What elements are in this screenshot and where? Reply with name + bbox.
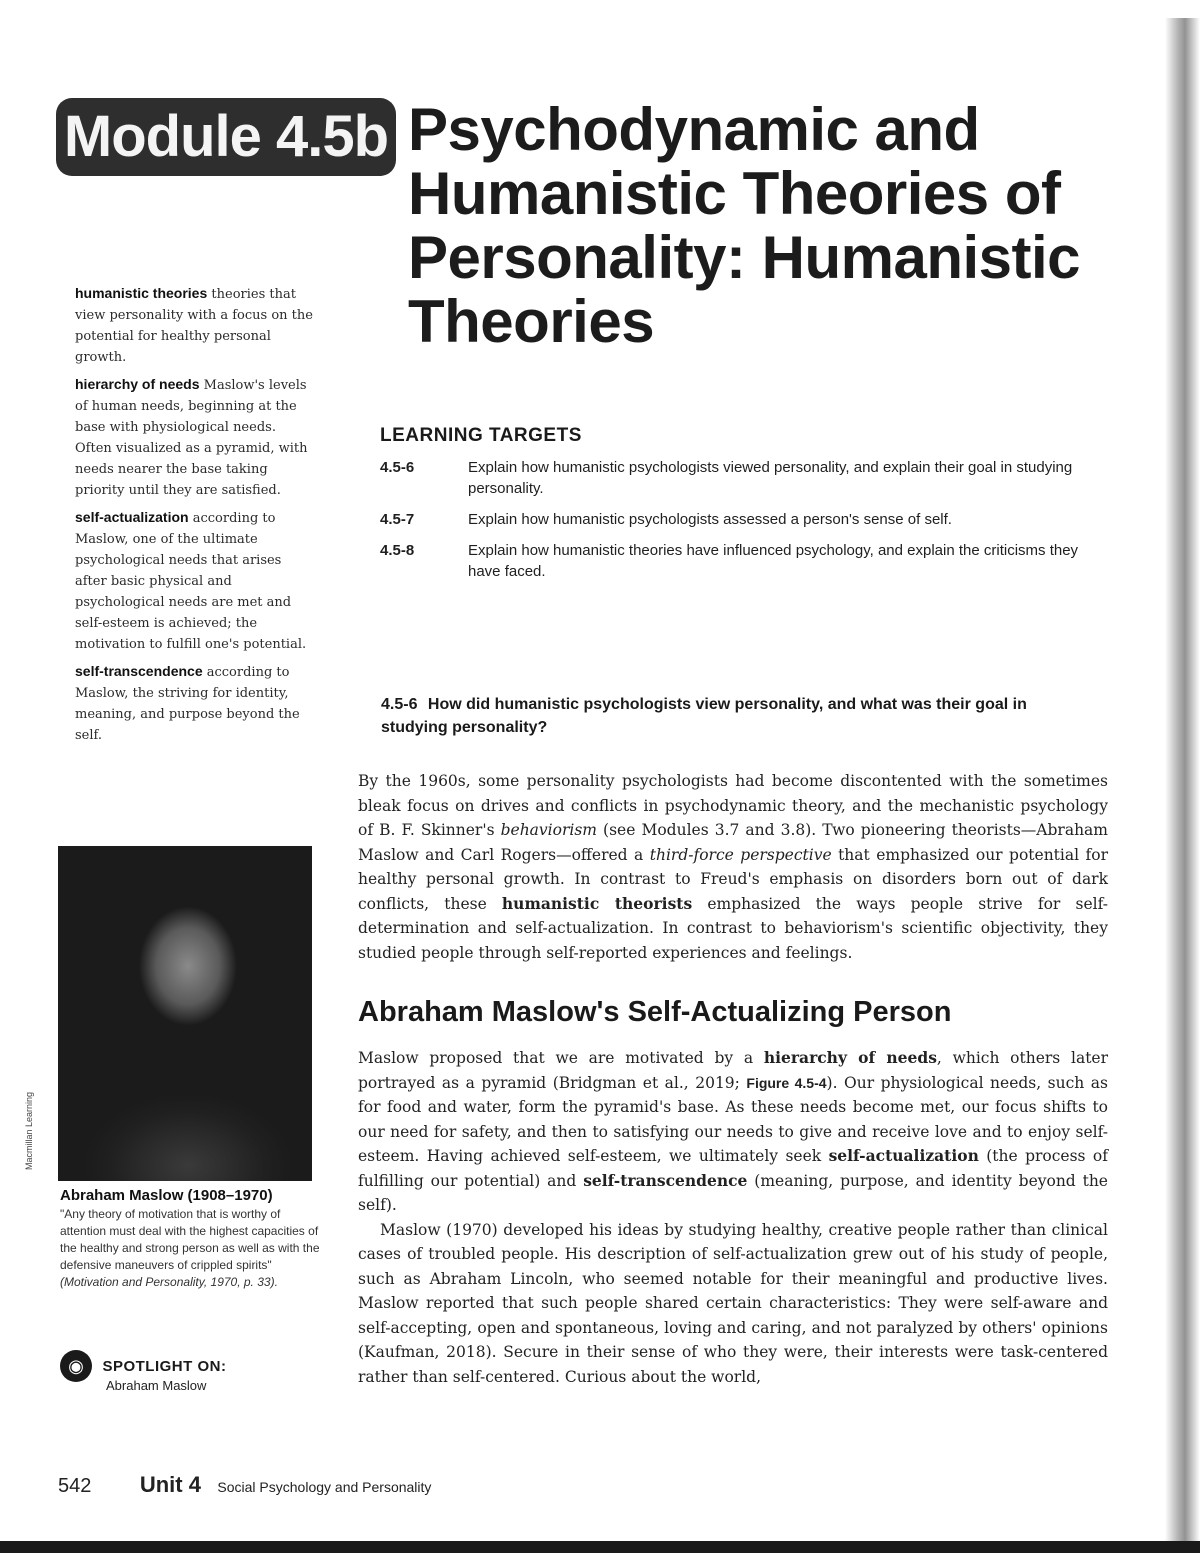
text-run: (see Modules 3.7 and 3.8). Two pioneering theorists—Abraham Maslow and Carl Rogers—offered a (358, 821, 1108, 864)
glossary-definition: Maslow's levels of human needs, beginning at the base with physiological needs. Often visualized as a pyramid, with needs nearer the base taking priority until they are satisfied. (75, 378, 308, 498)
glossary-term: hierarchy of needs (75, 376, 200, 392)
text-run: Maslow proposed that we are motivated by a (358, 1049, 764, 1067)
body-paragraph-1 (358, 769, 1108, 965)
glossary-entry (75, 283, 315, 368)
text-run: (meaning, purpose, and identity beyond the self). (358, 1171, 1108, 1214)
text-run: emphasized the ways people strive for self-determination and self-actualization. In contrast to behaviorism's scientific objectivity, they studied people through self-reported experiences and feelings. (358, 894, 1108, 962)
key-term: self-transcendence (583, 1170, 748, 1190)
target-number: 4.5-7 (380, 511, 415, 528)
page-title (408, 96, 1081, 355)
glossary-definition: according to Maslow, the striving for identity, meaning, and purpose beyond the self. (75, 665, 300, 743)
page-edge-shadow (1150, 18, 1200, 1541)
page-number: 542 (58, 1475, 92, 1497)
key-term: humanistic theorists (501, 893, 693, 913)
title-line: Humanistic Theories of (408, 160, 1061, 227)
page-footer (58, 1472, 431, 1498)
target-text: Explain how humanistic psychologists assessed a person's sense of self. (468, 511, 952, 528)
glossary-entry (75, 661, 315, 746)
glossary-term: self-transcendence (75, 663, 203, 679)
spotlight-icon: ◉ (60, 1350, 92, 1382)
unit-label: Unit 4 (139, 1472, 201, 1497)
learning-targets (380, 425, 1100, 592)
title-line: Personality: Humanistic (408, 224, 1081, 291)
learning-target (380, 509, 1100, 530)
glossary-definition: theories that view personality with a focus on the potential for healthy personal growth. (75, 287, 313, 365)
target-text: Explain how humanistic theories have influenced psychology, and explain the criticisms they have faced. (468, 542, 1079, 580)
italic-term: behaviorism (500, 821, 597, 839)
text-run: ). Our physiological needs, such as for food and water, form the pyramid's base. As these needs become met, our focus shifts to our need for safety, and then to satisfying our needs to give and receive love and to enjoy self-esteem. Having achieved self-esteem, we ultimately seek (358, 1073, 1108, 1165)
text-run: (the process of fulfilling our potential) and (358, 1147, 1108, 1190)
glossary-term: humanistic theories (75, 285, 208, 301)
question-text: How did humanistic psychologists view personality, and what was their goal in studying personality? (381, 696, 1027, 736)
title-line: Theories (408, 288, 655, 355)
caption-quote-text: "Any theory of motivation that is worthy of attention must deal with the highest capacities of the healthy and strong person as well as with the defensive maneuvers of crippled spirits" (60, 1207, 320, 1272)
maslow-photo (58, 846, 312, 1181)
target-text: Explain how humanistic psychologists viewed personality, and explain their goal in studying personality. (468, 459, 1073, 497)
learning-targets-heading: LEARNING TARGETS (380, 425, 582, 446)
spotlight-subject: Abraham Maslow (106, 1378, 207, 1393)
glossary-entry (75, 374, 315, 501)
target-number: 4.5-8 (380, 542, 415, 559)
caption-source: (Motivation and Personality, 1970, p. 33). (60, 1275, 278, 1289)
figure-reference[interactable]: Figure 4.5-4 (746, 1074, 827, 1091)
body-paragraph-3: Maslow (1970) developed his ideas by studying healthy, creative people rather than clinical cases of troubled people. His description of self-actualization grew out of his study of people, such as Abraham Lincoln, who seemed notable for their meaningful and productive lives. Maslow reported that such people shared certain characteristics: They were self-aware and self-accepting, open and spontaneous, loving and caring, and not paralyzed by others' opinions (Kaufman, 2018). Secure in their sense of who they were, their interests were task-centered rather than self-centered. Curious about the world, (358, 1220, 1108, 1386)
glossary-definition: according to Maslow, one of the ultimate psychological needs that arises after basic physical and psychological needs are met and self-esteem is achieved; the motivation to fulfill one's potential. (75, 511, 307, 652)
scan-bottom-bar (0, 1541, 1200, 1553)
section-question (381, 693, 1081, 739)
module-badge: Module 4.5b (56, 98, 396, 176)
text-run: , which others later portrayed as a pyramid (Bridgman et al., 2019; (358, 1049, 1109, 1092)
text-run: that emphasized our potential for healthy personal growth. In contrast to Freud's emphasis on disorders born out of dark conflicts, these (358, 845, 1108, 913)
photo-caption (60, 1186, 320, 1291)
caption-title: Abraham Maslow (1908–1970) (60, 1187, 273, 1204)
glossary-term: self-actualization (75, 509, 189, 525)
target-number: 4.5-6 (380, 459, 415, 476)
photo-credit: Macmillan Learning (24, 1091, 34, 1170)
unit-title: Social Psychology and Personality (217, 1479, 432, 1495)
learning-target (380, 457, 1100, 499)
glossary-entry (75, 507, 315, 655)
glossary-sidebar (75, 283, 315, 752)
key-term: self-actualization (828, 1146, 979, 1165)
italic-term: third-force perspective (649, 845, 832, 864)
spotlight-label: SPOTLIGHT ON: (102, 1357, 227, 1375)
caption-quote (60, 1206, 320, 1291)
text-run: By the 1960s, some personality psychologists had become discontented with the sometimes bleak focus on drives and conflicts in psychodynamic theory, and the mechanistic psychology of B. F. Skinner's (358, 772, 1108, 839)
title-line: Psychodynamic and (408, 96, 980, 163)
question-number: 4.5-6 (381, 696, 418, 713)
learning-target (380, 540, 1100, 582)
body-paragraph-2 (358, 1046, 1108, 1389)
key-term: hierarchy of needs (763, 1048, 937, 1067)
section-heading: Abraham Maslow's Self-Actualizing Person (358, 996, 952, 1028)
spotlight-link[interactable] (60, 1350, 320, 1393)
